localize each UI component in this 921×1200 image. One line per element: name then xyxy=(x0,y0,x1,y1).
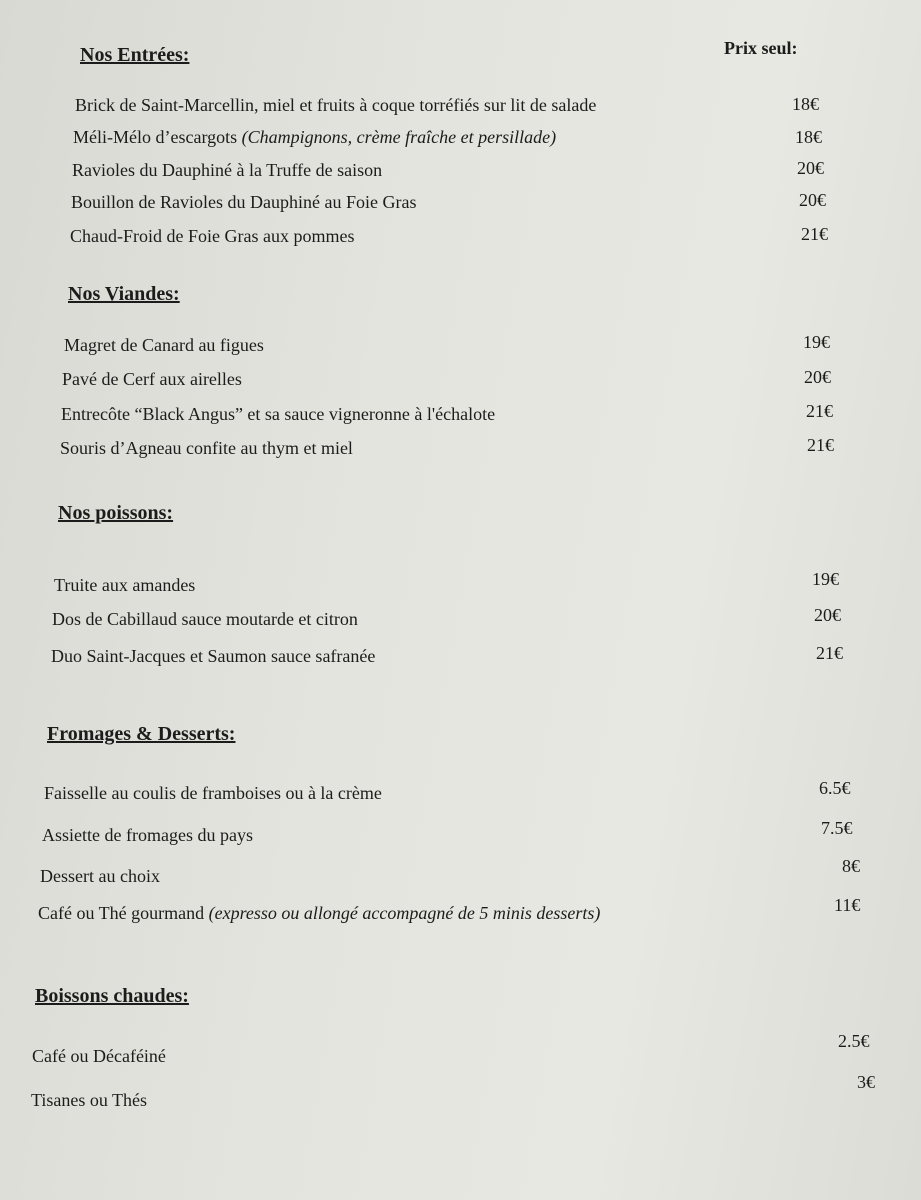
menu-item-price: 21€ xyxy=(807,435,834,455)
menu-item-price: 20€ xyxy=(804,367,831,387)
menu-item-name: Chaud-Froid de Foie Gras aux pommes xyxy=(70,226,355,246)
menu-item-name: Tisanes ou Thés xyxy=(31,1090,148,1110)
section-title-fromages-desserts: Fromages & Desserts: xyxy=(47,723,236,745)
menu-item-name: Brick de Saint-Marcellin, miel et fruits à coque torréfiés sur lit de salade xyxy=(75,95,597,115)
menu-item-price: 20€ xyxy=(797,158,824,178)
menu-item-price: 18€ xyxy=(792,94,819,114)
menu-item-price: 19€ xyxy=(803,332,830,352)
menu-item-name: Café ou Thé gourmand (expresso ou allongé accompagné de 5 minis desserts) xyxy=(38,903,601,923)
section-title-entrees: Nos Entrées: xyxy=(80,44,190,66)
menu-item-name: Pavé de Cerf aux airelles xyxy=(62,369,242,389)
section-title-boissons-chaudes: Boissons chaudes: xyxy=(35,985,189,1007)
menu-item-name: Méli-Mélo d’escargots (Champignons, crème fraîche et persillade) xyxy=(73,127,557,147)
menu-item-name: Souris d’Agneau confite au thym et miel xyxy=(60,438,353,458)
menu-item-note: (Champignons, crème fraîche et persillade) xyxy=(241,127,557,147)
menu-item-name: Dos de Cabillaud sauce moutarde et citron xyxy=(52,609,358,629)
menu-item-price: 19€ xyxy=(812,569,839,589)
menu-item-price: 11€ xyxy=(834,895,861,915)
menu-item-price: 2.5€ xyxy=(838,1031,870,1051)
menu-item-price: 8€ xyxy=(842,856,860,876)
menu-item-note: (expresso ou allongé accompagné de 5 minis desserts) xyxy=(208,903,601,923)
menu-item-name: Bouillon de Ravioles du Dauphiné au Foie Gras xyxy=(71,192,417,212)
menu-item-name: Café ou Décaféiné xyxy=(32,1046,166,1066)
section-title-viandes: Nos Viandes: xyxy=(68,283,180,305)
menu-item-name: Ravioles du Dauphiné à la Truffe de saison xyxy=(72,160,383,180)
menu-item-name: Faisselle au coulis de framboises ou à la crème xyxy=(44,783,382,803)
section-title-poissons: Nos poissons: xyxy=(58,502,174,524)
menu-item-price: 20€ xyxy=(814,605,841,625)
menu-item-price: 6.5€ xyxy=(819,778,851,798)
menu-item-name: Duo Saint-Jacques et Saumon sauce safranée xyxy=(51,646,376,666)
menu-item-name: Entrecôte “Black Angus” et sa sauce vigneronne à l'échalote xyxy=(61,404,496,424)
menu-item-name: Assiette de fromages du pays xyxy=(42,825,253,845)
menu-item-price: 21€ xyxy=(816,643,843,663)
menu-item-name: Dessert au choix xyxy=(40,866,160,886)
menu-item-name: Truite aux amandes xyxy=(54,575,196,595)
menu-item-price: 7.5€ xyxy=(821,818,853,838)
menu-item-price: 3€ xyxy=(857,1072,875,1092)
menu-item-price: 21€ xyxy=(806,401,833,421)
menu-item-price: 21€ xyxy=(801,224,828,244)
menu-item-price: 20€ xyxy=(799,190,826,210)
menu-item-name: Magret de Canard au figues xyxy=(64,335,264,355)
menu-item-price: 18€ xyxy=(795,127,822,147)
price-header: Prix seul: xyxy=(724,38,798,58)
